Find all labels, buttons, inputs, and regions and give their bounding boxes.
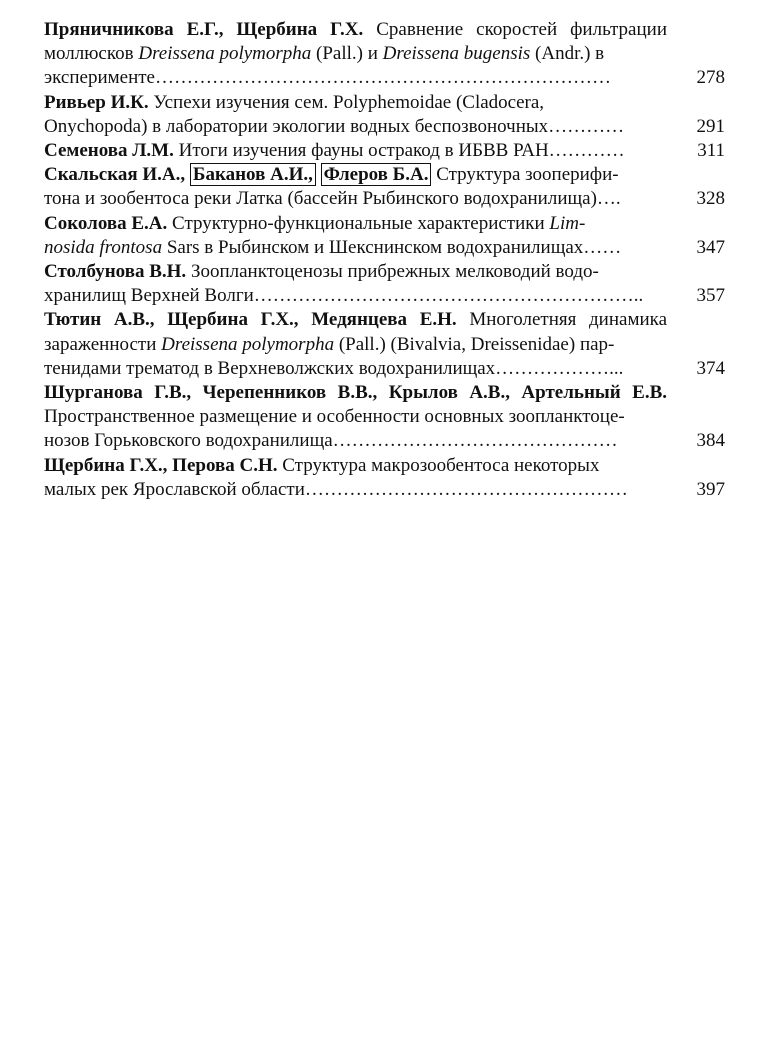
entry-title-end: хранилищ Верхней Волги…………………………………………………….. bbox=[44, 285, 644, 307]
entry-title: (Pall.) (Bivalvia, Dreissenidae) пар- bbox=[338, 333, 615, 355]
entry-title: Сравнение скоростей фильтрации моллюсков bbox=[44, 19, 667, 65]
entry-text bbox=[44, 260, 667, 284]
entry-text-end bbox=[44, 236, 667, 260]
toc-entry bbox=[44, 139, 725, 163]
species-name: Lim- bbox=[549, 212, 586, 234]
toc-entry bbox=[44, 18, 725, 91]
entry-authors: Тютин А.В., Щербина Г.Х., Медянцева Е.Н. bbox=[44, 309, 457, 331]
page-number: 397 bbox=[696, 478, 725, 500]
species-name: nosida frontosa bbox=[44, 236, 163, 258]
entry-author-boxed: Баканов А.И., bbox=[190, 163, 316, 186]
entry-text bbox=[44, 163, 667, 187]
toc-entry bbox=[44, 91, 725, 139]
entry-title: Структурно-функциональные характеристики bbox=[172, 212, 545, 234]
toc-entry bbox=[44, 308, 725, 381]
entry-text bbox=[44, 308, 667, 356]
entry-text bbox=[44, 91, 667, 115]
entry-title-end: Onychopoda) в лаборатории экологии водных беспозвоночных………… bbox=[44, 115, 625, 137]
page-number: 291 bbox=[696, 115, 725, 137]
entry-text bbox=[44, 212, 667, 236]
species-name: Dreissena polymorpha bbox=[161, 333, 335, 355]
entry-text bbox=[44, 381, 667, 429]
entry-authors: Соколова Е.А. bbox=[44, 212, 168, 234]
entry-title: Многолетняя динамика зараженности bbox=[44, 309, 668, 355]
entry-title: Пространственное размещение и особенности основных зоопланктоце- bbox=[44, 406, 625, 428]
entry-authors: Щербина Г.Х., Перова С.Н. bbox=[44, 454, 278, 476]
entry-title: (Andr.) в bbox=[535, 43, 605, 65]
species-name: Dreissena bugensis bbox=[382, 43, 531, 65]
toc-entry bbox=[44, 260, 725, 308]
entry-title-end: Sars в Рыбинском и Шекснинском водохранилищах…… bbox=[166, 236, 622, 258]
table-of-contents bbox=[44, 18, 725, 502]
entry-authors: Пряничникова Е.Г., Щербина Г.Х. bbox=[44, 19, 364, 40]
entry-authors: Шурганова Г.В., Черепенников В.В., Крылов А.В., Артельный Е.В. bbox=[44, 382, 667, 404]
page-number: 278 bbox=[696, 67, 725, 89]
entry-title-end: тенидами трематод в Верхневолжских водохранилищах………………... bbox=[44, 357, 624, 379]
entry-text bbox=[44, 18, 667, 66]
toc-entry bbox=[44, 163, 725, 211]
entry-author: Скальская И.А., bbox=[44, 164, 186, 186]
entry-authors: Столбунова В.Н. bbox=[44, 261, 187, 283]
entry-title: Структура зооперифи- bbox=[436, 164, 619, 186]
species-name: Dreissena polymorpha bbox=[138, 43, 312, 65]
entry-author-boxed: Флеров Б.А. bbox=[321, 163, 432, 186]
entry-title: Зоопланктоценозы прибрежных мелководий водо- bbox=[190, 261, 599, 283]
toc-entry bbox=[44, 381, 725, 454]
entry-text bbox=[44, 139, 667, 163]
page-number: 357 bbox=[696, 285, 725, 307]
entry-title: Успехи изучения сем. Polyphemoidae (Cladocera, bbox=[153, 91, 545, 113]
entry-title-end: Итоги изучения фауны остракод в ИБВВ РАН………… bbox=[178, 140, 625, 162]
toc-entry bbox=[44, 454, 725, 502]
entry-title: (Pall.) и bbox=[316, 43, 378, 65]
entry-title-end: нозов Горьковского водохранилища……………………………………… bbox=[44, 430, 618, 452]
page-number: 374 bbox=[696, 357, 725, 379]
entry-authors: Ривьер И.К. bbox=[44, 91, 149, 113]
entry-text bbox=[44, 454, 667, 478]
entry-title-end: малых рек Ярославской области…………………………………………… bbox=[44, 478, 628, 500]
page-number: 311 bbox=[697, 140, 725, 162]
entry-title-end: тона и зообентоса реки Латка (бассейн Рыбинского водохранилища)…. bbox=[44, 188, 621, 210]
page-number: 347 bbox=[696, 236, 725, 258]
entry-authors: Семенова Л.М. bbox=[44, 140, 174, 162]
entry-title: Структура макрозообентоса некоторых bbox=[282, 454, 600, 476]
entry-title-end: эксперименте……………………………………………………………… bbox=[44, 67, 611, 89]
page-number: 384 bbox=[696, 430, 725, 452]
toc-entry bbox=[44, 212, 725, 260]
page-number: 328 bbox=[696, 188, 725, 210]
